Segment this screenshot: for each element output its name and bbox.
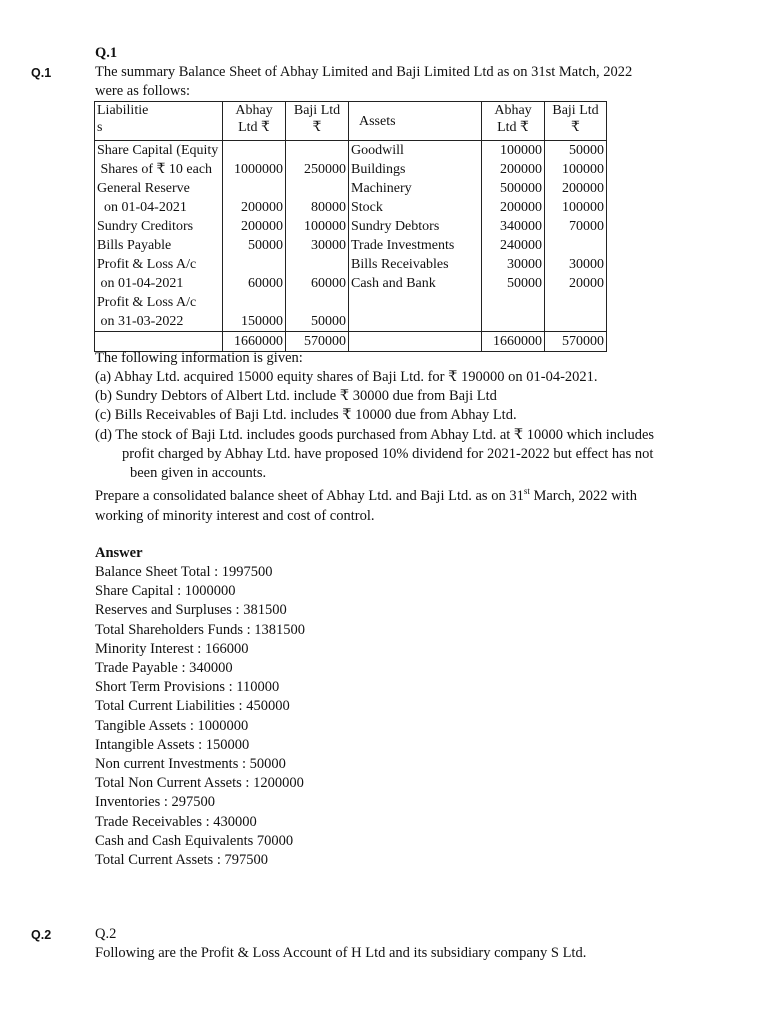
table-cell: on 01-04-2021: [95, 274, 223, 293]
table-cell: 100000: [482, 141, 545, 161]
total-cell: 570000: [545, 332, 607, 352]
q1-intro-line-2: were as follows:: [95, 83, 191, 99]
table-cell: [286, 179, 349, 198]
info-item-a: (a) Abhay Ltd. acquired 15000 equity shares of Baji Ltd. for ₹ 190000 on 01-04-2021.: [95, 369, 598, 385]
table-cell: Bills Payable: [95, 236, 223, 255]
answer-line: Total Current Liabilities : 450000: [95, 698, 290, 715]
table-row: [95, 293, 607, 312]
table-cell: 200000: [223, 198, 286, 217]
answer-line: Share Capital : 1000000: [95, 583, 236, 600]
table-cell: [349, 293, 482, 312]
table-cell: Sundry Creditors: [95, 217, 223, 236]
table-cell: [482, 312, 545, 332]
table-cell: Profit & Loss A/c: [95, 293, 223, 312]
table-cell: [545, 236, 607, 255]
info-item-d: (d) The stock of Baji Ltd. includes goods purchased from Abhay Ltd. at ₹ 10000 which includes: [95, 427, 655, 443]
info-item-b: (b) Sundry Debtors of Albert Ltd. include ₹ 30000 due from Baji Ltd: [95, 388, 497, 404]
answer-line: Minority Interest : 166000: [95, 640, 249, 657]
q2-margin-label: Q.2: [31, 928, 52, 942]
q1-margin-label: Q.1: [31, 66, 52, 80]
table-row: [95, 217, 607, 236]
table-row: [95, 198, 607, 217]
table-cell: General Reserve: [95, 179, 223, 198]
table-cell: 50000: [223, 236, 286, 255]
table-cell: Goodwill: [349, 141, 482, 161]
q1-intro-line-1: The summary Balance Sheet of Abhay Limited and Baji Limited Ltd as on 31st Match, 2022: [95, 64, 633, 80]
total-cell: 1660000: [223, 332, 286, 352]
q2-heading: Q.2: [95, 926, 117, 942]
table-cell: [349, 312, 482, 332]
table-cell: on 31-03-2022: [95, 312, 223, 332]
header-assets: Assets: [349, 102, 482, 141]
table-cell: 30000: [545, 255, 607, 274]
table-cell: Profit & Loss A/c: [95, 255, 223, 274]
table-cell: Share Capital (Equity: [95, 141, 223, 161]
table-cell: Stock: [349, 198, 482, 217]
table-cell: 50000: [286, 312, 349, 332]
balance-sheet-table: [94, 101, 607, 352]
table-row: [95, 179, 607, 198]
header-baji-liabilities: Baji Ltd ₹: [286, 102, 349, 141]
table-cell: 1000000: [223, 160, 286, 179]
answer-list: [95, 563, 305, 870]
answer-line: Reserves and Surpluses : 381500: [95, 602, 287, 619]
table-cell: 250000: [286, 160, 349, 179]
answer-line: Tangible Assets : 1000000: [95, 717, 249, 734]
info-intro: The following information is given:: [95, 350, 303, 366]
table-cell: 100000: [286, 217, 349, 236]
table-cell: 100000: [545, 160, 607, 179]
answer-line: Cash and Cash Equivalents 70000: [95, 832, 294, 849]
table-cell: 200000: [482, 160, 545, 179]
table-row: [95, 236, 607, 255]
table-cell: 70000: [545, 217, 607, 236]
table-cell: 200000: [545, 179, 607, 198]
table-row: [95, 312, 607, 332]
q1-heading: Q.1: [95, 45, 118, 61]
answer-line: Balance Sheet Total : 1997500: [95, 564, 273, 580]
table-row: [95, 255, 607, 274]
table-cell: on 01-04-2021: [95, 198, 223, 217]
prepare-line-1: Prepare a consolidated balance sheet of Abhay Ltd. and Baji Ltd. as on 31st March, 2022 with: [95, 486, 637, 504]
total-cell: 1660000: [482, 332, 545, 352]
answer-line: Short Term Provisions : 110000: [95, 679, 280, 696]
answer-line: Trade Receivables : 430000: [95, 813, 257, 830]
table-cell: [482, 293, 545, 312]
answer-line: Intangible Assets : 150000: [95, 736, 250, 753]
answer-line: Total Non Current Assets : 1200000: [95, 775, 304, 792]
answer-line: Trade Payable : 340000: [95, 660, 233, 677]
table-cell: 30000: [482, 255, 545, 274]
header-abhay-liabilities: Abhay Ltd ₹: [223, 102, 286, 141]
table-cell: 80000: [286, 198, 349, 217]
table-cell: 240000: [482, 236, 545, 255]
table-cell: Shares of ₹ 10 each: [95, 160, 223, 179]
table-row: [95, 141, 607, 161]
header-abhay-assets: Abhay Ltd ₹: [482, 102, 545, 141]
table-cell: [286, 293, 349, 312]
table-cell: [223, 255, 286, 274]
table-cell: 200000: [482, 198, 545, 217]
prepare-line-2: working of minority interest and cost of control.: [95, 508, 375, 524]
table-cell: 60000: [223, 274, 286, 293]
table-cell: 200000: [223, 217, 286, 236]
total-cell: [349, 332, 482, 352]
table-header-row: [95, 102, 607, 141]
table-cell: 30000: [286, 236, 349, 255]
table-cell: [545, 312, 607, 332]
table-cell: 50000: [545, 141, 607, 161]
table-cell: Sundry Debtors: [349, 217, 482, 236]
answer-line: Total Current Assets : 797500: [95, 852, 268, 869]
table-cell: [545, 293, 607, 312]
total-cell: 570000: [286, 332, 349, 352]
table-cell: [223, 179, 286, 198]
answer-line: Total Shareholders Funds : 1381500: [95, 621, 306, 638]
table-cell: 150000: [223, 312, 286, 332]
table-cell: Cash and Bank: [349, 274, 482, 293]
table-cell: Trade Investments: [349, 236, 482, 255]
q2-text: Following are the Profit & Loss Account of H Ltd and its subsidiary company S Ltd.: [95, 945, 587, 961]
table-cell: 50000: [482, 274, 545, 293]
table-cell: 500000: [482, 179, 545, 198]
table-row: [95, 160, 607, 179]
info-item-d-cont-1: profit charged by Abhay Ltd. have proposed 10% dividend for 2021-2022 but effect has not: [122, 446, 654, 462]
table-cell: 100000: [545, 198, 607, 217]
answer-line: Non current Investments : 50000: [95, 756, 286, 773]
info-item-c: (c) Bills Receivables of Baji Ltd. includes ₹ 10000 due from Abhay Ltd.: [95, 407, 517, 423]
table-cell: 60000: [286, 274, 349, 293]
table-cell: 20000: [545, 274, 607, 293]
table-cell: Buildings: [349, 160, 482, 179]
header-liabilities: Liabilitie s: [95, 102, 223, 141]
info-item-d-cont-2: been given in accounts.: [130, 465, 267, 481]
table-cell: [286, 255, 349, 274]
table-cell: [286, 141, 349, 161]
table-row: [95, 274, 607, 293]
answer-heading: Answer: [95, 545, 143, 561]
table-cell: Machinery: [349, 179, 482, 198]
header-baji-assets: Baji Ltd ₹: [545, 102, 607, 141]
answer-line: Inventories : 297500: [95, 794, 216, 811]
table-cell: [223, 141, 286, 161]
table-cell: 340000: [482, 217, 545, 236]
table-cell: [223, 293, 286, 312]
table-cell: Bills Receivables: [349, 255, 482, 274]
